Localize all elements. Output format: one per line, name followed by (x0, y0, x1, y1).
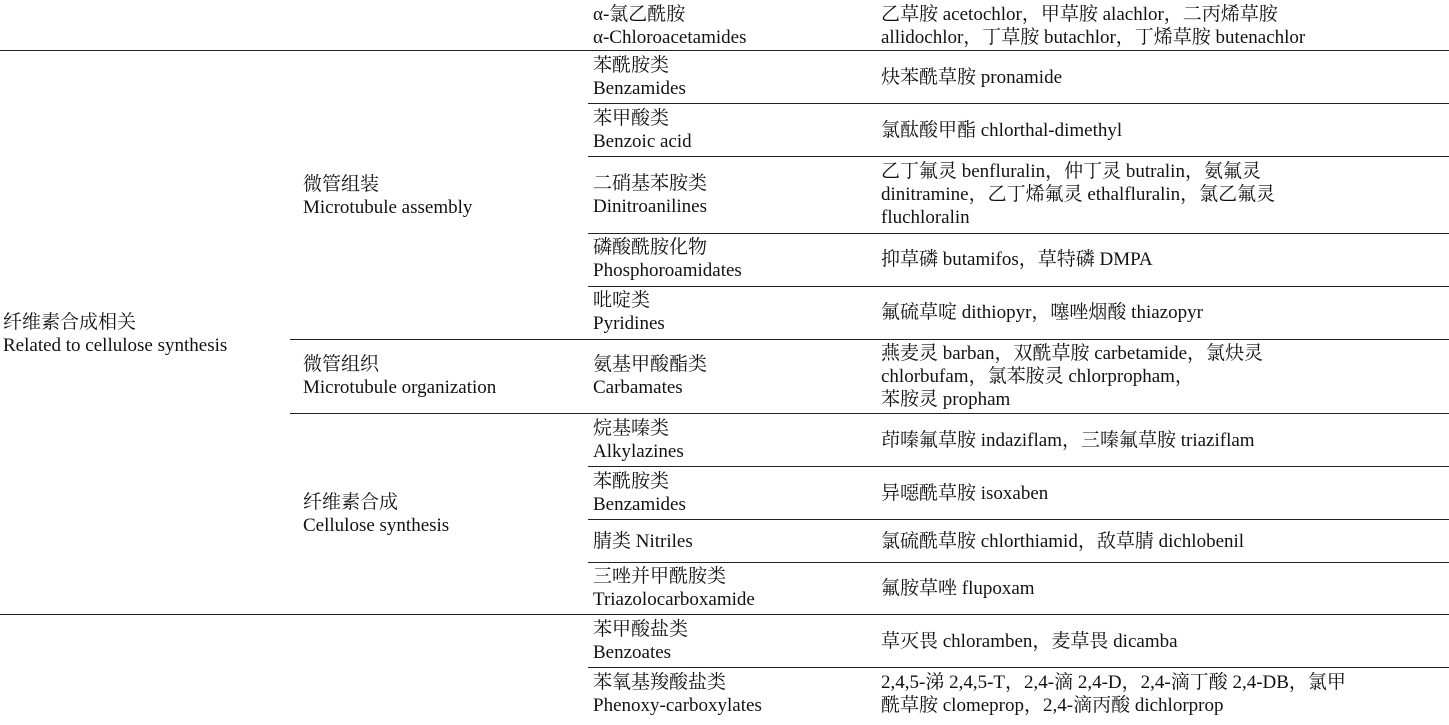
row-divider (290, 413, 1449, 414)
class-cell (593, 236, 742, 282)
class-cell (593, 54, 686, 100)
class-cell (593, 618, 688, 664)
examples-cell (881, 630, 1178, 653)
examples-cell (881, 160, 1275, 229)
class-name-zh: 苯酰胺类 (593, 55, 670, 76)
examples-line: allidochlor，丁草胺 butachlor，丁烯草胺 butenachlor (881, 27, 1306, 48)
row-divider (588, 103, 1449, 104)
class-name-zh: 三唑并甲酰胺类 (593, 566, 727, 587)
examples-line: 2,4,5-涕 2,4,5-T，2,4-滴 2,4-D，2,4-滴丁酸 2,4-DB，氯甲 (881, 672, 1346, 693)
class-name-en: Carbamates (593, 377, 683, 398)
examples-cell (881, 119, 1122, 142)
examples-line: fluchloralin (881, 207, 970, 228)
examples-line: 草灭畏 chloramben，麦草畏 dicamba (881, 631, 1178, 652)
examples-line: 乙丁氟灵 benfluralin，仲丁灵 butralin，氨氟灵 (881, 161, 1261, 182)
class-name-zh: α-氯乙酰胺 (593, 4, 686, 25)
target-zh: 微管组织 (303, 354, 380, 375)
examples-cell (881, 530, 1244, 553)
class-cell (593, 470, 686, 516)
examples-line: 氯硫酰草胺 chlorthiamid，敌草腈 dichlobenil (881, 531, 1245, 552)
class-name-zh: 苯酰胺类 (593, 471, 670, 492)
class-cell (593, 417, 684, 463)
examples-cell (881, 342, 1263, 411)
class-cell (593, 172, 707, 218)
class-cell (593, 565, 755, 611)
class-cell (593, 671, 762, 717)
class-name-en: Benzoic acid (593, 131, 692, 152)
class-name-en: Pyridines (593, 313, 665, 334)
examples-cell (881, 482, 1048, 505)
class-cell (593, 3, 746, 49)
examples-line: 氟胺草唑 flupoxam (881, 578, 1035, 599)
examples-line: dinitramine，乙丁烯氟灵 ethalfluralin，氯乙氟灵 (881, 184, 1276, 205)
class-name-en: Triazolocarboxamide (593, 589, 755, 610)
row-divider (588, 286, 1449, 287)
class-cell (593, 289, 665, 335)
examples-line: 氟硫草啶 dithiopyr，噻唑烟酸 thiazopyr (881, 302, 1203, 323)
row-divider (588, 519, 1449, 520)
class-cell (593, 530, 693, 553)
examples-line: 炔苯酰草胺 pronamide (881, 67, 1063, 88)
class-name-zh: 磷酸酰胺化物 (593, 237, 708, 258)
examples-cell (881, 66, 1062, 89)
examples-line: chlorbufam，氯苯胺灵 chlorpropham， (881, 366, 1194, 387)
examples-line: 酰草胺 clomeprop，2,4-滴丙酸 dichlorprop (881, 695, 1224, 716)
mode-of-action-cell (3, 311, 227, 357)
class-name-zh: 苯氧基羧酸盐类 (593, 672, 727, 693)
class-cell (593, 107, 692, 153)
target-cell (303, 491, 449, 537)
row-divider (588, 667, 1449, 668)
examples-line: 苯胺灵 propham (881, 389, 1011, 410)
target-en: Cellulose synthesis (303, 515, 450, 536)
row-divider (290, 339, 1449, 340)
target-zh: 纤维素合成 (303, 492, 399, 513)
examples-line: 乙草胺 acetochlor，甲草胺 alachlor，二丙烯草胺 (881, 4, 1278, 25)
class-cell (593, 353, 707, 399)
class-name-en: Benzamides (593, 78, 686, 99)
row-divider (588, 562, 1449, 563)
row-divider (588, 466, 1449, 467)
examples-cell (881, 671, 1346, 717)
class-name-en: Benzamides (593, 494, 686, 515)
target-zh: 微管组装 (303, 174, 380, 195)
examples-cell (881, 577, 1035, 600)
row-divider (588, 233, 1449, 234)
examples-cell (881, 3, 1305, 49)
class-name-zh: 二硝基苯胺类 (593, 173, 708, 194)
class-name-en: Phenoxy-carboxylates (593, 695, 762, 716)
examples-cell (881, 248, 1153, 271)
target-cell (303, 353, 496, 399)
examples-line: 氯酞酸甲酯 chlorthal-dimethyl (881, 120, 1123, 141)
examples-line: 异噁酰草胺 isoxaben (881, 483, 1049, 504)
examples-line: 燕麦灵 barban，双酰草胺 carbetamide，氯炔灵 (881, 343, 1264, 364)
class-name-en: α-Chloroacetamides (593, 27, 747, 48)
class-name-en: Benzoates (593, 642, 672, 663)
class-name-zh: 烷基嗪类 (593, 418, 670, 439)
row-divider (0, 50, 1449, 51)
class-name-zh: 腈类 Nitriles (593, 531, 693, 552)
row-divider (0, 614, 1449, 615)
examples-line: 茚嗪氟草胺 indaziflam，三嗪氟草胺 triaziflam (881, 430, 1255, 451)
mode-en: Related to cellulose synthesis (3, 335, 228, 356)
class-name-en: Alkylazines (593, 441, 684, 462)
target-cell (303, 173, 472, 219)
class-name-zh: 氨基甲酸酯类 (593, 354, 708, 375)
target-en: Microtubule organization (303, 377, 497, 398)
class-name-zh: 吡啶类 (593, 290, 651, 311)
row-divider (588, 156, 1449, 157)
target-en: Microtubule assembly (303, 197, 473, 218)
class-name-zh: 苯甲酸盐类 (593, 619, 689, 640)
examples-cell (881, 301, 1203, 324)
class-name-en: Phosphoroamidates (593, 260, 742, 281)
mode-zh: 纤维素合成相关 (3, 312, 137, 333)
class-name-en: Dinitroanilines (593, 196, 707, 217)
class-name-zh: 苯甲酸类 (593, 108, 670, 129)
examples-cell (881, 429, 1255, 452)
examples-line: 抑草磷 butamifos，草特磷 DMPA (881, 249, 1153, 270)
